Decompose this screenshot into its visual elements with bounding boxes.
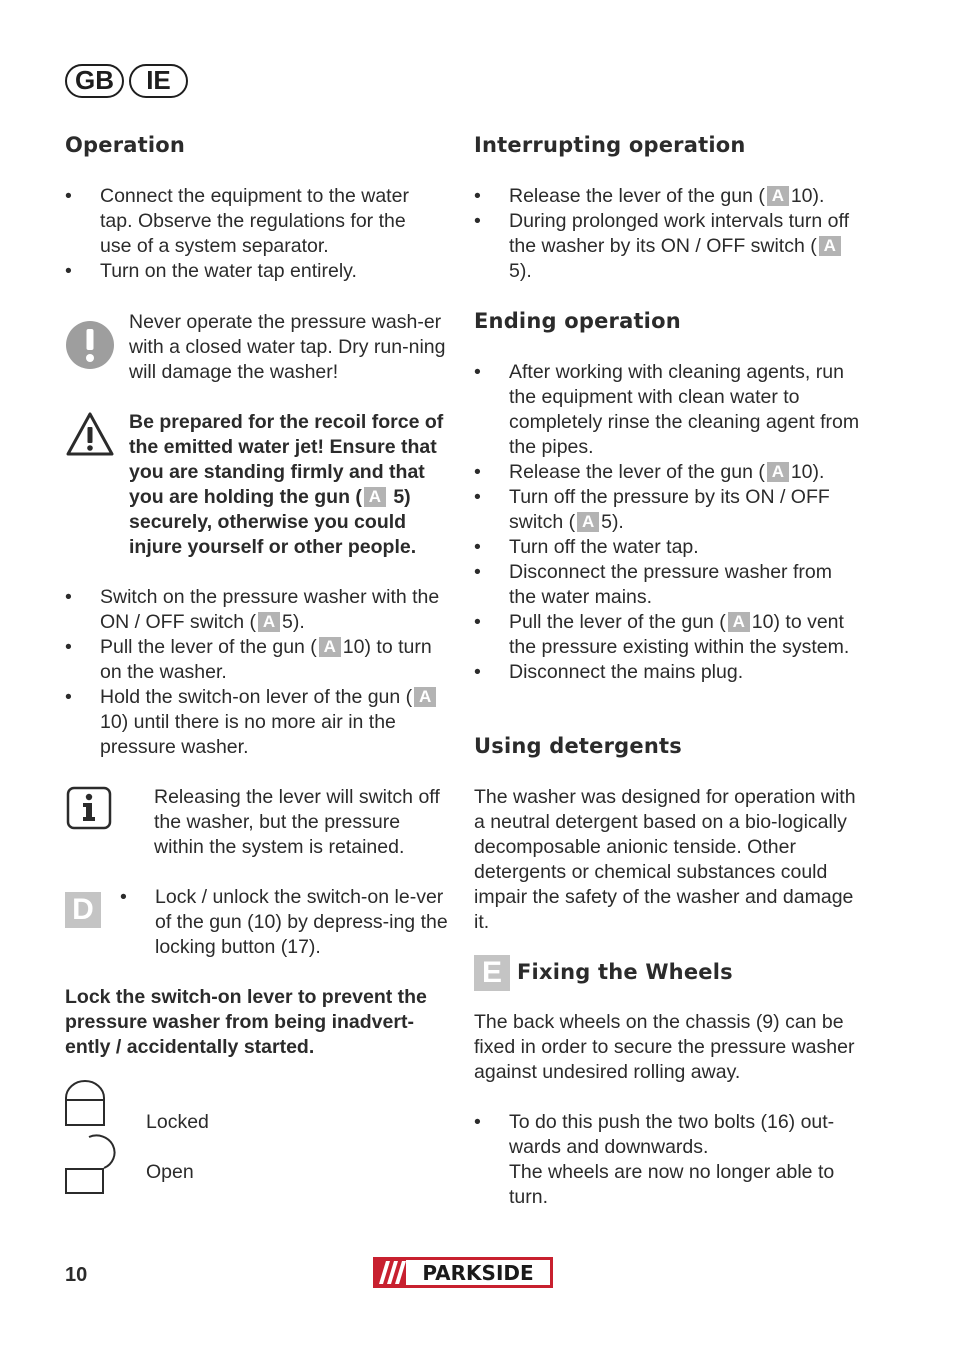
wheels-note: The wheels are now no longer able to turn.: [509, 1161, 835, 1208]
list-item-text: 5).: [282, 611, 305, 633]
exclamation-circle-icon: [65, 320, 115, 370]
list-item: [474, 660, 864, 685]
list-item: [474, 209, 864, 284]
list-item-text: After working with cleaning agents, run the equipment with clean water to completely rinse the cleaning agent from the pipes.: [509, 361, 860, 458]
list-item-text: Switch on the pressure washer with the ON / OFF switch (: [100, 586, 440, 633]
list-item: [474, 184, 864, 209]
list-item-text: 5).: [509, 260, 532, 282]
recoil-warning-text-end: 5) securely, otherwise you could injure yourself or other people.: [129, 486, 417, 558]
lang-badge-ie: IE: [129, 64, 188, 98]
page-number: 10: [65, 1264, 88, 1286]
figure-a-tag: A: [364, 487, 386, 507]
warning-triangle-icon: [65, 411, 115, 457]
list-item: [65, 635, 455, 685]
figure-a-tag: A: [319, 637, 341, 657]
recoil-warning-text: Be prepared for the recoil force of the emitted water jet! Ensure that you are standing firmly and that you are holding the gun (: [129, 411, 444, 508]
list-item-text: To do this push the two bolts (16) out-wards and downwards.: [509, 1111, 835, 1158]
list-item: [474, 360, 864, 460]
figure-a-tag: A: [414, 687, 436, 707]
lang-badge-gb: GB: [65, 64, 124, 98]
figure-a-tag: A: [819, 236, 841, 256]
brand-text: PARKSIDE: [422, 1261, 534, 1285]
list-item-text: Release the lever of the gun (: [509, 185, 765, 207]
interrupting-heading: Interrupting operation: [474, 133, 746, 157]
list-item-text: Turn off the pressure by its ON / OFF switch (: [509, 486, 830, 533]
list-item: [474, 610, 864, 660]
padlock-locked-icon: [63, 1078, 107, 1128]
padlock-open-icon: [63, 1132, 119, 1196]
figure-a-tag: A: [767, 462, 789, 482]
info-icon: [66, 786, 112, 830]
list-item: [65, 585, 455, 635]
figure-a-tag: A: [767, 186, 789, 206]
wheels-heading: Fixing the Wheels: [517, 960, 733, 984]
list-item-text: 10) to turn on the washer.: [100, 636, 432, 683]
list-item-text: Disconnect the mains plug.: [509, 661, 744, 683]
list-item: [474, 460, 864, 485]
locked-label: Locked: [146, 1111, 209, 1133]
detergents-text: The washer was designed for operation with a neutral detergent based on a bio-logically decomposable anionic tenside. Other detergents or chemical substances could impair the safety of the washer and damage it.: [474, 786, 856, 933]
list-item-text: During prolonged work intervals turn off the washer by its ON / OFF switch (: [509, 210, 849, 257]
list-item-text: Pull the lever of the gun (: [509, 611, 726, 633]
list-item-text: 10).: [790, 461, 825, 483]
lock-warning: Lock the switch-on lever to prevent the pressure washer from being inadvert-ently / accidentally started.: [65, 986, 427, 1058]
figure-a-tag: A: [258, 612, 280, 632]
list-item-text: Hold the switch-on lever of the gun (: [100, 686, 413, 708]
list-item-text: 10) until there is no more air in the pressure washer.: [100, 711, 396, 758]
list-item: • Connect the equipment to the water tap. Observe the regulations for the use of a system separator.: [65, 184, 440, 259]
note-never-operate: Never operate the pressure wash-er with a closed water tap. Dry run-ning will damage the washer!: [129, 311, 446, 383]
step-d-bullets: [120, 885, 450, 960]
operation-heading: Operation: [65, 133, 186, 157]
figure-a-tag: A: [577, 512, 599, 532]
list-item: [474, 560, 864, 610]
parkside-logo: [373, 1257, 553, 1288]
list-item: [474, 485, 864, 535]
step-e-label: E: [474, 955, 510, 991]
list-item: • Turn on the water tap entirely.: [65, 259, 440, 284]
detergents-heading: Using detergents: [474, 734, 682, 758]
list-item: [474, 535, 864, 560]
list-item: [474, 1110, 864, 1210]
list-item-text: 5).: [601, 511, 624, 533]
list-item-text: Disconnect the pressure washer from the water mains.: [509, 561, 832, 608]
list-item: [65, 685, 455, 760]
open-label: Open: [146, 1161, 194, 1183]
wheels-text: The back wheels on the chassis (9) can be fixed in order to secure the pressure washer against undesired rolling away.: [474, 1011, 855, 1083]
wheels-bullets: [474, 1110, 864, 1210]
ending-heading: Ending operation: [474, 309, 681, 333]
list-item-text: Turn off the water tap.: [509, 536, 699, 558]
ending-bullets: [474, 360, 864, 685]
info-note: Releasing the lever will switch off the washer, but the pressure within the system is retained.: [154, 786, 440, 858]
list-item: • Lock / unlock the switch-on le-ver of the gun (10) by depress-ing the locking button (17).: [120, 885, 450, 960]
list-item-text: 10).: [790, 185, 825, 207]
operation-bullets: [65, 184, 440, 284]
interrupting-bullets: [474, 184, 864, 284]
list-item-text: Pull the lever of the gun (: [100, 636, 317, 658]
startup-bullets: [65, 585, 455, 760]
recoil-warning: [129, 410, 449, 560]
list-item-text: Release the lever of the gun (: [509, 461, 765, 483]
figure-a-tag: A: [728, 612, 750, 632]
list-item-text: 10) to vent the pressure existing within the system.: [509, 611, 850, 658]
step-d-label: D: [65, 892, 101, 928]
